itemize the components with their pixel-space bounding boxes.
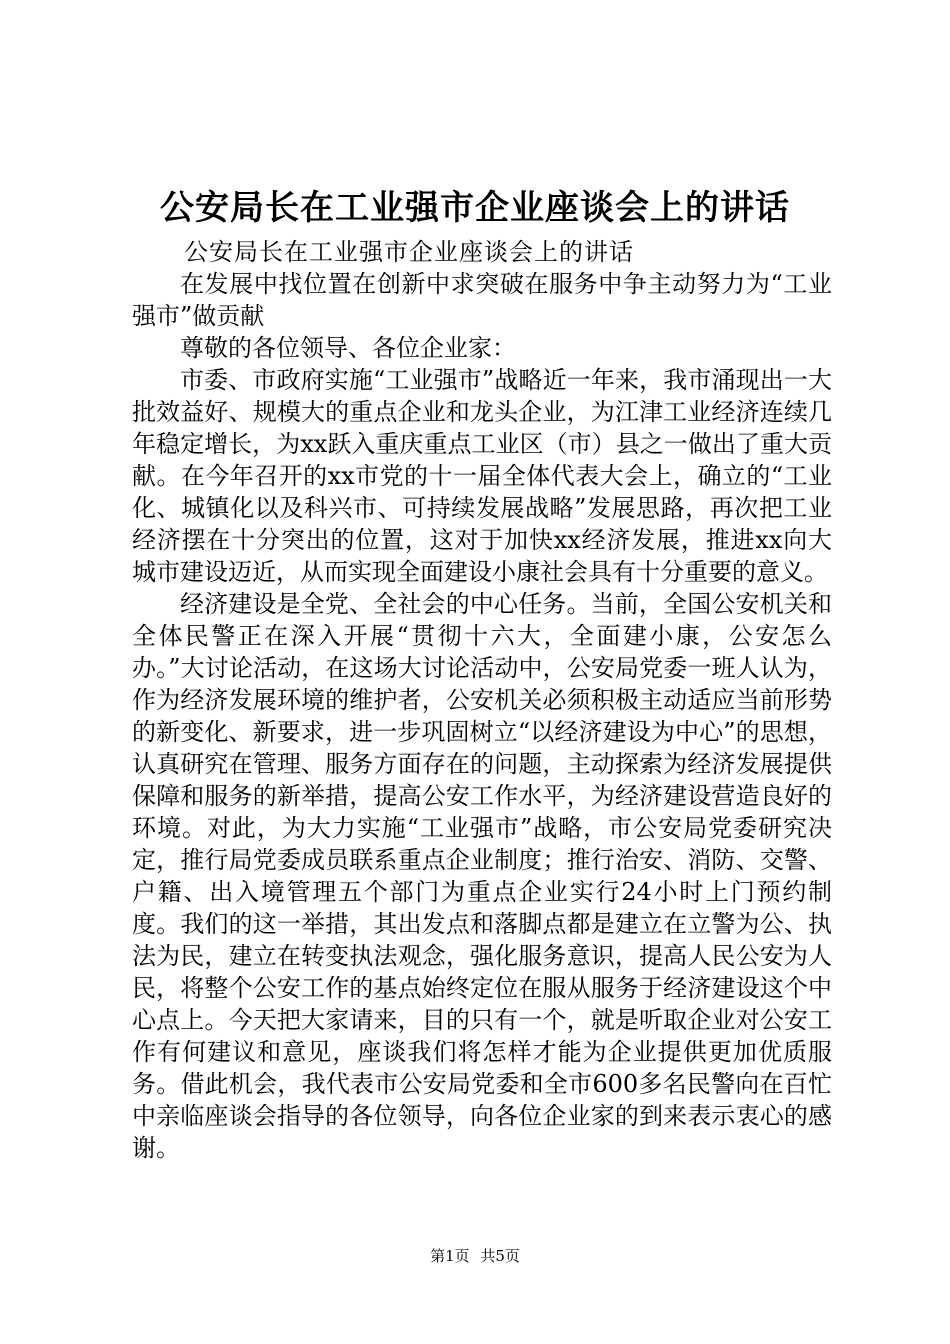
- paragraph-subtitle: 公安局长在工业强市企业座谈会上的讲话: [184, 238, 634, 266]
- page-footer: 第1页 共5页: [430, 1247, 520, 1265]
- paragraph-body-2: 经济建设是全党、全社会的中心任务。当前，全国公安机关和全体民警正在深入开展“贯彻十六大，全面建小康，公安怎么办。”大讨论活动，在这场大讨论活动中，公安局党委一班人认为，作为经济发展环境的维护者，公安机关必须积极主动适应当前形势的新变化、新要求，进一步巩固树立“以经济建设为中心”的思想，认真研究在管理、服务方面存在的问题，主动探索为经济发展提供保障和服务的新举措，提高公安工作水平，为经济建设营造良好的环境。对此，为大力实施“工业强市”战略，市公安局党委研究决定，推行局党委成员联系重点企业制度；推行治安、消防、交警、户籍、出入境管理五个部门为重点企业实行24小时上门预约制度。我们的这一举措，其出发点和落脚点都是建立在立警为公、执法为民，建立在转变执法观念，强化服务意识，提高人民公安为人民，将整个公安工作的基点始终定位在服从服务于经济建设这个中心点上。今天把大家请来，目的只有一个，就是听取企业对公安工作有何建议和意见，座谈我们将怎样才能为企业提供更加优质服务。借此机会，我代表市公安局党委和全市600多名民警向在百忙中亲临座谈会指导的各位领导，向各位企业家的到来表示衷心的感谢。: [132, 590, 832, 1162]
- document-title: 公安局长在工业强市企业座谈会上的讲话: [160, 188, 790, 228]
- document-body: [132, 236, 832, 1164]
- paragraph-theme: 在发展中找位置在创新中求突破在服务中争主动努力为“工业强市”做贡献: [132, 270, 832, 330]
- paragraph-salutation: 尊敬的各位领导、各位企业家：: [180, 334, 516, 362]
- paragraph-body-1: 市委、市政府实施“工业强市”战略近一年来，我市涌现出一大批效益好、规模大的重点企业和龙头企业，为江津工业经济连续几年稳定增长，为xx跃入重庆重点工业区（市）县之一做出了重大贡献。在今年召开的xx市党的十一届全体代表大会上，确立的“工业化、城镇化以及科兴市、可持续发展战略”发展思路，再次把工业经济摆在十分突出的位置，这对于加快xx经济发展，推进xx向大城市建设迈近，从而实现全面建设小康社会具有十分重要的意义。: [132, 366, 832, 586]
